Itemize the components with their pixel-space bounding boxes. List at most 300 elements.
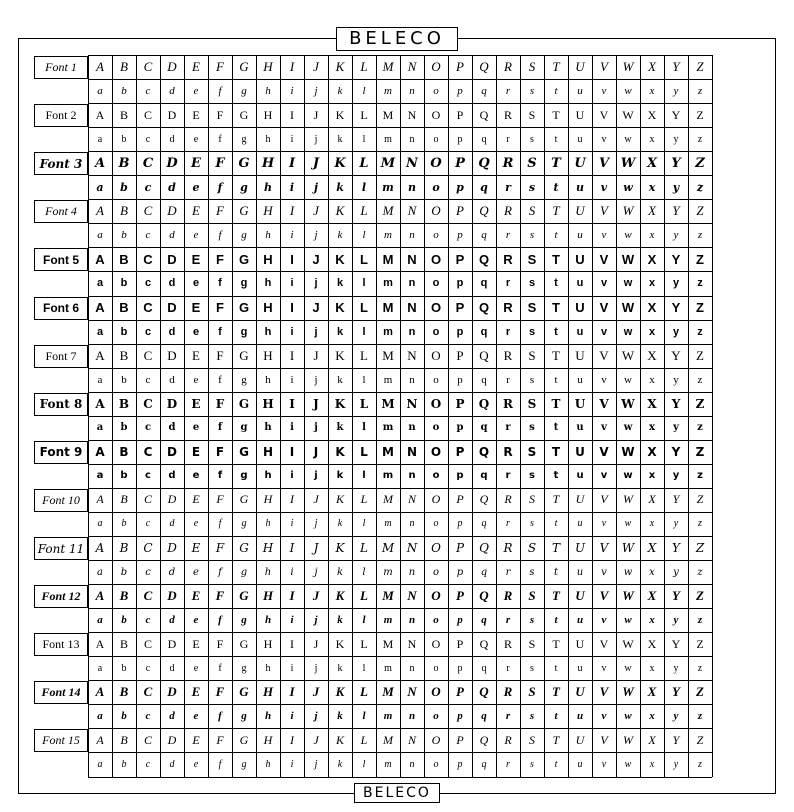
lowercase-glyph: r [505,277,511,290]
uppercase-glyph: O [431,684,441,700]
uppercase-glyph: I [290,300,294,316]
lowercase-glyph: l [362,373,366,386]
uppercase-glyph: L [360,684,368,700]
lowercase-glyph: a [97,758,103,770]
uppercase-glyph: K [335,203,345,219]
lowercase-glyph: y [673,85,679,98]
uppercase-glyph: Q [479,541,489,556]
lowercase-glyph: k [336,180,344,194]
lowercase-glyph: k [337,229,343,242]
uppercase-glyph: G [239,492,249,507]
lowercase-glyph: k [337,133,343,145]
lowercase-glyph: e [192,422,200,434]
lowercase-glyph: o [432,566,440,578]
uppercase-glyph: Z [696,684,704,700]
uppercase-glyph: M [382,203,394,219]
lowercase-glyph: p [457,710,463,723]
uppercase-glyph: E [191,684,201,700]
uppercase-glyph: O [431,636,441,651]
uppercase-glyph: K [335,59,345,75]
lowercase-glyph: g [241,662,247,674]
uppercase-glyph: J [313,541,319,556]
lowercase-glyph: h [265,758,271,770]
uppercase-glyph: M [382,684,394,700]
uppercase-glyph: P [455,541,465,556]
uppercase-glyph: J [312,588,320,604]
uppercase-glyph: R [503,107,512,122]
lowercase-glyph: y [672,325,680,338]
uppercase-glyph: S [527,155,537,171]
lowercase-glyph: c [145,85,151,98]
uppercase-glyph: C [143,732,152,747]
uppercase-glyph: Y [672,732,680,747]
uppercase-glyph: V [599,541,609,556]
lowercase-glyph: w [623,325,633,338]
uppercase-glyph: Q [479,492,489,507]
lowercase-glyph: h [264,180,272,194]
lowercase-glyph: o [433,518,439,530]
lowercase-glyph: g [241,373,247,386]
uppercase-glyph: K [335,588,345,604]
lowercase-glyph: r [505,710,511,723]
uppercase-glyph: B [119,636,128,651]
lowercase-glyph: r [506,662,510,674]
lowercase-glyph: i [290,277,294,290]
lowercase-glyph: t [554,758,558,770]
lowercase-glyph: w [623,422,633,434]
lowercase-glyph: a [96,325,104,338]
lowercase-glyph: l [362,758,366,770]
font-label: Font 10 [34,489,88,512]
uppercase-glyph: M [381,396,395,411]
uppercase-glyph: A [95,588,105,604]
uppercase-glyph: U [575,492,585,507]
lowercase-glyph: p [457,133,463,145]
lowercase-glyph: s [530,758,534,770]
uppercase-glyph: E [192,347,200,363]
uppercase-glyph: B [118,155,130,171]
uppercase-glyph: Q [478,155,490,171]
uppercase-glyph: L [360,492,368,507]
lowercase-glyph: s [529,373,535,386]
lowercase-glyph: h [264,277,272,290]
lowercase-glyph: m [382,470,394,482]
uppercase-glyph: I [289,59,295,75]
lowercase-glyph: i [290,566,294,578]
uppercase-glyph: G [239,347,249,363]
lowercase-glyph: h [265,133,271,145]
uppercase-glyph: Q [479,684,489,700]
uppercase-glyph: F [216,300,224,316]
lowercase-glyph: x [649,566,655,578]
uppercase-glyph: V [600,732,608,747]
lowercase-glyph: n [409,85,415,98]
uppercase-glyph: M [382,251,394,267]
uppercase-glyph: D [167,444,177,459]
uppercase-glyph: N [407,203,417,219]
lowercase-glyph: o [433,133,439,145]
lowercase-glyph: z [697,470,703,482]
lowercase-glyph: t [554,710,558,723]
lowercase-glyph: m [382,422,394,434]
lowercase-glyph: r [506,518,510,530]
lowercase-glyph: a [97,566,103,578]
lowercase-glyph: g [240,277,248,290]
uppercase-glyph: P [455,396,465,411]
lowercase-glyph: l [362,710,366,723]
lowercase-glyph: m [383,325,393,338]
uppercase-glyph: Z [696,300,704,316]
lowercase-glyph: h [265,373,271,386]
uppercase-glyph: X [647,396,657,411]
uppercase-glyph: X [648,203,656,219]
uppercase-glyph: O [431,59,441,75]
lowercase-glyph: s [528,180,536,194]
uppercase-glyph: M [383,492,393,507]
uppercase-glyph: Z [695,396,705,411]
lowercase-glyph: r [505,180,511,194]
lowercase-glyph: n [408,325,416,338]
uppercase-glyph: K [335,492,344,507]
uppercase-glyph: Z [696,203,704,219]
uppercase-glyph: Q [479,59,489,75]
lowercase-glyph: q [480,277,488,290]
font-label: Font 2 [34,104,88,127]
lowercase-glyph: m [383,566,393,578]
uppercase-glyph: S [527,541,537,556]
lowercase-glyph: d [169,133,175,145]
uppercase-glyph: V [599,684,609,700]
uppercase-glyph: U [575,588,585,604]
uppercase-glyph: S [528,588,536,604]
lowercase-glyph: b [121,229,127,242]
lowercase-glyph: u [577,229,583,242]
uppercase-glyph: N [407,684,417,700]
lowercase-glyph: t [554,614,558,627]
lowercase-glyph: u [577,758,583,770]
uppercase-glyph: A [96,732,104,747]
uppercase-glyph: Y [672,588,680,604]
lowercase-glyph: y [673,133,679,145]
lowercase-glyph: d [168,422,176,434]
lowercase-glyph: n [408,422,416,434]
uppercase-glyph: V [599,636,609,651]
lowercase-glyph: c [145,566,151,578]
uppercase-glyph: C [143,251,153,267]
uppercase-glyph: F [215,396,225,411]
uppercase-glyph: G [239,636,249,651]
uppercase-glyph: N [407,347,417,363]
uppercase-glyph: B [120,732,128,747]
uppercase-glyph: U [574,396,586,411]
uppercase-glyph: R [504,203,512,219]
lowercase-glyph: q [481,758,487,770]
lowercase-glyph: v [601,710,607,723]
lowercase-glyph: o [432,470,440,482]
lowercase-glyph: w [623,566,633,578]
uppercase-glyph: C [143,444,153,459]
uppercase-glyph: G [238,155,250,171]
uppercase-glyph: E [191,588,201,604]
uppercase-glyph: N [406,541,418,556]
uppercase-glyph: E [192,107,200,122]
uppercase-glyph: T [552,251,560,267]
lowercase-glyph: u [576,422,584,434]
uppercase-glyph: E [191,300,201,316]
lowercase-glyph: d [169,518,175,530]
lowercase-glyph: v [601,133,607,145]
uppercase-glyph: G [238,396,250,411]
lowercase-glyph: r [506,373,510,386]
uppercase-glyph: I [289,541,295,556]
uppercase-glyph: W [622,636,634,651]
uppercase-glyph: E [191,444,201,459]
lowercase-glyph: h [265,662,271,674]
uppercase-glyph: P [456,203,464,219]
uppercase-glyph: W [622,684,634,700]
lowercase-glyph: j [314,470,318,482]
lowercase-glyph: s [529,614,535,627]
uppercase-glyph: V [599,300,609,316]
lowercase-glyph: z [696,180,704,194]
lowercase-glyph: i [290,518,294,530]
lowercase-glyph: w [624,373,632,386]
lowercase-glyph: n [409,229,415,242]
lowercase-glyph: e [193,758,199,770]
lowercase-glyph: e [193,133,199,145]
uppercase-glyph: V [599,396,609,411]
lowercase-glyph: d [169,662,175,674]
lowercase-glyph: l [362,470,366,482]
lowercase-glyph: r [505,85,511,98]
lowercase-glyph: c [145,614,151,627]
uppercase-glyph: A [95,251,105,267]
uppercase-glyph: T [552,732,560,747]
lowercase-glyph: w [624,662,632,674]
lowercase-glyph: v [600,180,608,194]
uppercase-glyph: K [335,684,345,700]
uppercase-glyph: P [456,347,464,363]
lowercase-glyph: k [336,470,344,482]
uppercase-glyph: Z [696,588,704,604]
uppercase-glyph: A [96,492,104,507]
lowercase-glyph: l [362,85,366,98]
uppercase-glyph: I [289,684,295,700]
uppercase-glyph: U [575,636,585,651]
lowercase-glyph: n [408,710,416,723]
uppercase-glyph: O [431,347,441,363]
uppercase-glyph: D [167,492,177,507]
uppercase-glyph: E [192,492,200,507]
lowercase-glyph: d [169,373,175,386]
lowercase-glyph: x [649,662,655,674]
uppercase-glyph: P [455,251,465,267]
lowercase-glyph: a [97,229,103,242]
uppercase-glyph: N [407,251,417,267]
uppercase-glyph: Z [696,107,704,122]
lowercase-glyph: s [530,133,534,145]
lowercase-glyph: p [457,85,463,98]
lowercase-glyph: b [121,758,127,770]
lowercase-glyph: a [97,710,103,723]
lowercase-glyph: v [601,422,607,434]
lowercase-glyph: z [697,85,703,98]
lowercase-glyph: u [576,710,584,723]
uppercase-glyph: W [622,107,634,122]
lowercase-glyph: b [120,277,128,290]
lowercase-glyph: k [336,566,344,578]
lowercase-glyph: f [218,518,222,530]
lowercase-glyph: w [624,85,632,98]
uppercase-glyph: P [456,732,464,747]
lowercase-glyph: p [457,758,463,770]
lowercase-glyph: p [456,566,464,578]
font-label: Font 9 [34,441,88,464]
lowercase-glyph: a [97,85,103,98]
uppercase-glyph: X [647,684,657,700]
uppercase-glyph: C [143,636,152,651]
uppercase-glyph: H [262,396,274,411]
uppercase-glyph: M [382,636,394,651]
lowercase-glyph: i [289,180,295,194]
lowercase-glyph: w [624,614,632,627]
uppercase-glyph: Z [696,251,704,267]
lowercase-glyph: o [433,85,439,98]
uppercase-glyph: P [455,155,465,171]
uppercase-glyph: B [120,492,128,507]
lowercase-glyph: y [672,180,680,194]
lowercase-glyph: l [362,422,366,434]
uppercase-glyph: P [456,636,464,651]
lowercase-glyph: i [290,662,294,674]
lowercase-glyph: b [121,614,127,627]
lowercase-glyph: q [481,373,487,386]
lowercase-glyph: z [697,373,703,386]
uppercase-glyph: W [623,732,633,747]
lowercase-glyph: q [480,422,488,434]
lowercase-glyph: i [290,85,294,98]
lowercase-glyph: q [480,566,488,578]
uppercase-glyph: Y [671,300,681,316]
uppercase-glyph: W [620,155,636,171]
uppercase-glyph: E [191,541,201,556]
lowercase-glyph: e [193,518,199,530]
uppercase-glyph: W [621,300,635,316]
lowercase-glyph: e [193,662,199,674]
font-label: Font 5 [34,248,88,271]
lowercase-glyph: t [554,325,558,338]
uppercase-glyph: S [528,347,536,363]
lowercase-glyph: z [697,229,703,242]
lowercase-glyph: k [337,710,343,723]
uppercase-glyph: R [503,300,513,316]
uppercase-glyph: I [290,107,294,122]
font-label: Font 8 [34,393,88,416]
uppercase-glyph: I [289,347,295,363]
uppercase-glyph: X [647,107,657,122]
lowercase-glyph: t [554,662,558,674]
lowercase-glyph: z [697,614,703,627]
uppercase-glyph: I [289,444,295,459]
lowercase-glyph: d [168,470,176,482]
uppercase-glyph: S [529,492,535,507]
uppercase-glyph: P [456,684,464,700]
uppercase-glyph: D [166,155,178,171]
uppercase-glyph: B [120,203,128,219]
lowercase-glyph: u [576,614,584,627]
lowercase-glyph: c [145,373,151,386]
lowercase-glyph: t [554,277,558,290]
uppercase-glyph: W [622,59,634,75]
lowercase-glyph: c [144,180,152,194]
uppercase-glyph: J [313,732,319,747]
uppercase-glyph: G [239,203,249,219]
lowercase-glyph: e [192,470,200,482]
uppercase-glyph: B [119,300,129,316]
uppercase-glyph: N [407,492,416,507]
uppercase-glyph: M [382,347,394,363]
lowercase-glyph: d [169,229,175,242]
uppercase-glyph: E [192,203,200,219]
uppercase-glyph: Q [479,732,489,747]
lowercase-glyph: h [265,85,271,98]
lowercase-glyph: l [362,325,366,338]
lowercase-glyph: a [96,180,104,194]
uppercase-glyph: T [551,155,561,171]
uppercase-glyph: L [360,251,368,267]
lowercase-glyph: i [290,470,294,482]
lowercase-glyph: e [193,710,199,723]
lowercase-glyph: y [672,470,680,482]
lowercase-glyph: a [97,373,103,386]
uppercase-glyph: X [647,541,657,556]
lowercase-glyph: f [217,180,223,194]
uppercase-glyph: K [335,444,345,459]
uppercase-glyph: O [431,588,441,604]
uppercase-glyph: J [312,155,320,171]
lowercase-glyph: p [457,662,463,674]
uppercase-glyph: X [647,347,657,363]
lowercase-glyph: m [383,710,393,723]
uppercase-glyph: T [552,684,560,700]
lowercase-glyph: o [433,614,439,627]
lowercase-glyph: p [456,325,464,338]
uppercase-glyph: Q [479,107,489,122]
uppercase-glyph: X [648,492,656,507]
lowercase-glyph: y [673,229,679,242]
uppercase-glyph: J [313,347,319,363]
lowercase-glyph: j [314,325,318,338]
uppercase-glyph: T [551,444,561,459]
lowercase-glyph: x [649,614,655,627]
lowercase-glyph: x [648,470,656,482]
brand-logo-top: BELECO [336,27,458,51]
uppercase-glyph: I [290,251,294,267]
lowercase-glyph: p [456,180,464,194]
lowercase-glyph: o [433,373,439,386]
uppercase-glyph: U [575,300,585,316]
lowercase-glyph: m [384,518,392,530]
uppercase-glyph: K [335,251,345,267]
uppercase-glyph: Z [696,59,704,75]
uppercase-glyph: U [575,107,585,122]
uppercase-glyph: C [143,347,153,363]
uppercase-glyph: U [575,59,585,75]
lowercase-glyph: u [576,180,584,194]
uppercase-glyph: O [431,107,441,122]
lowercase-glyph: w [624,229,632,242]
uppercase-glyph: Z [695,541,705,556]
